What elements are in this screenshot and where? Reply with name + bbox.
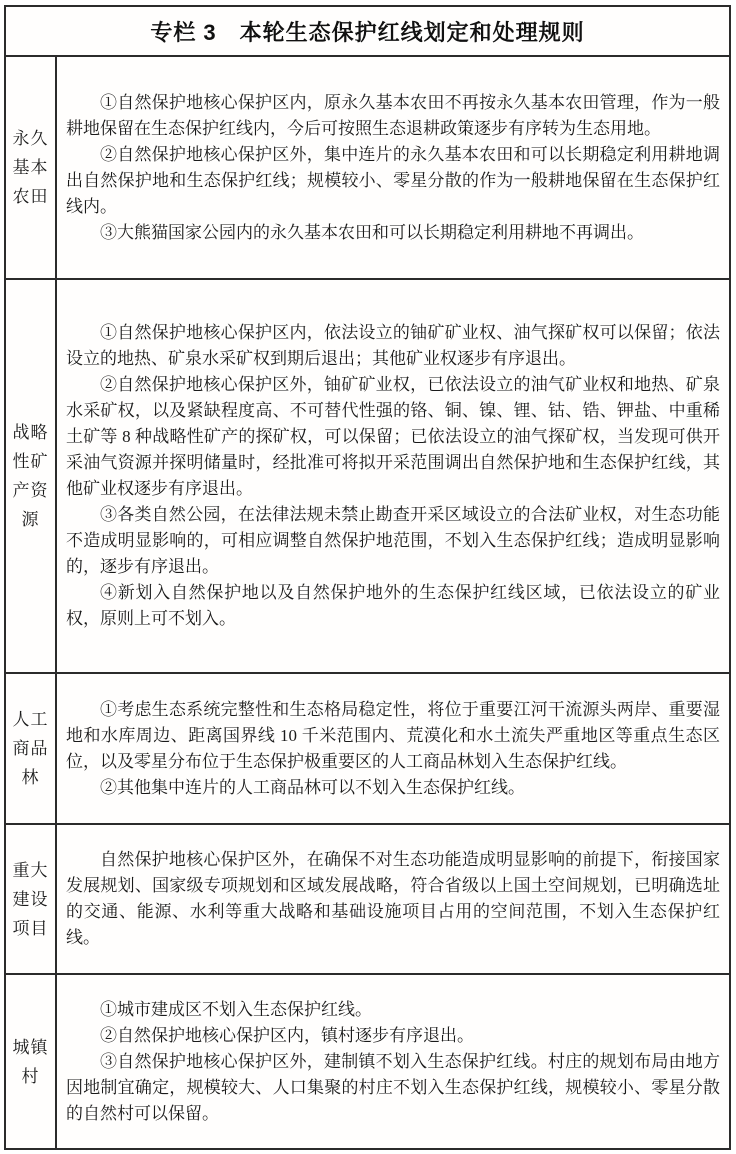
row-content-cell — [57, 825, 729, 973]
panel-title: 专栏 3 本轮生态保护红线划定和处理规则 — [150, 19, 585, 45]
rule-paragraph: 自然保护地核心保护区外，在确保不对生态功能造成明显影响的前提下，衔接国家发展规划、国家级专项规划和区域发展战略，符合省级以上国土空间规划，已明确选址的交通、能源、水利等重大战略和基础设施项目占用的空间范围，不划入生态保护红线。 — [66, 850, 720, 947]
panel-title-row — [6, 7, 729, 57]
rule-paragraph: ①自然保护地核心保护区内，依法设立的铀矿矿业权、油气探矿权可以保留；依法设立的地热、矿泉水采矿权到期后退出；其他矿业权逐步有序退出。 — [66, 323, 720, 368]
row-label-towns-villages: 城镇村 — [12, 1037, 49, 1086]
rule-paragraph: ②自然保护地核心保护区内，镇村逐步有序退出。 — [100, 1025, 474, 1045]
column-panel — [4, 5, 731, 1150]
rule-paragraph: ③各类自然公园，在法律法规未禁止勘查开采区域设立的合法矿业权，对生态功能不造成明显影响的，可相应调整自然保护地范围，不划入生态保护红线；造成明显影响的，逐步有序退出。 — [66, 505, 720, 576]
row-content-cell — [57, 57, 729, 278]
table-row-major-projects — [6, 825, 729, 975]
row-label-cell — [6, 280, 57, 672]
rule-paragraph: ③自然保护地核心保护区外，建制镇不划入生态保护红线。村庄的规划布局由地方因地制宜确定，规模较大、人口集聚的村庄不划入生态保护红线，规模较小、零星分散的自然村可以保留。 — [66, 1051, 720, 1123]
rule-paragraph: ①考虑生态系统完整性和生态格局稳定性，将位于重要江河干流源头两岸、重要湿地和水库周边、距离国界线 10 千米范围内、荒漠化和水土流失严重地区等重点生态区位，以及零星分布位于生态保护极重要区的人工商品林划入生态保护红线。 — [66, 699, 720, 771]
row-label-cell — [6, 674, 57, 823]
row-label-commercial-forest: 人工商品林 — [12, 710, 49, 787]
row-label-cell — [6, 975, 57, 1148]
table-row-strategic-minerals — [6, 280, 729, 674]
row-content-cell — [57, 975, 729, 1148]
row-label-cell — [6, 825, 57, 973]
table-row-commercial-forest — [6, 674, 729, 825]
row-label-cell — [6, 57, 57, 278]
rule-paragraph: ②自然保护地核心保护区外，集中连片的永久基本农田和可以长期稳定利用耕地调出自然保护地和生态保护红线；规模较小、零星分散的作为一般耕地保留在生态保护红线内。 — [66, 144, 720, 216]
row-label-strategic-minerals: 战略性矿产资源 — [12, 423, 49, 529]
rule-paragraph: ①城市建成区不划入生态保护红线。 — [100, 999, 372, 1019]
row-label-major-projects: 重大建设项目 — [12, 860, 49, 938]
table-row-towns-villages — [6, 975, 729, 1148]
rule-paragraph: ①自然保护地核心保护区内，原永久基本农田不再按永久基本农田管理，作为一般耕地保留在生态保护红线内，今后可按照生态退耕政策逐步有序转为生态用地。 — [66, 92, 720, 138]
table-row-permanent-farmland — [6, 57, 729, 280]
row-content-cell — [57, 280, 729, 672]
rule-paragraph: ②自然保护地核心保护区外，铀矿矿业权，已依法设立的油气矿业权和地热、矿泉水采矿权，以及紧缺程度高、不可替代性强的铬、铜、镍、锂、钴、锆、钾盐、中重稀土矿等 8 种战略性矿产的探矿权，可以保留；已依法设立的油气探矿权，当发现可供开采油气资源并探明储量时，经批准可将拟开采范围调出自然保护地和生态保护红线，其他矿业权逐步有序退出。 — [66, 375, 720, 498]
rule-paragraph: ④新划入自然保护地以及自然保护地外的生态保护红线区域，已依法设立的矿业权，原则上可不划入。 — [66, 583, 720, 628]
rule-paragraph: ③大熊猫国家公园内的永久基本农田和可以长期稳定利用耕地不再调出。 — [100, 222, 644, 242]
row-label-permanent-farmland: 永久基本农田 — [12, 129, 49, 206]
row-content-cell — [57, 674, 729, 823]
rule-paragraph: ②其他集中连片的人工商品林可以不划入生态保护红线。 — [100, 777, 525, 797]
